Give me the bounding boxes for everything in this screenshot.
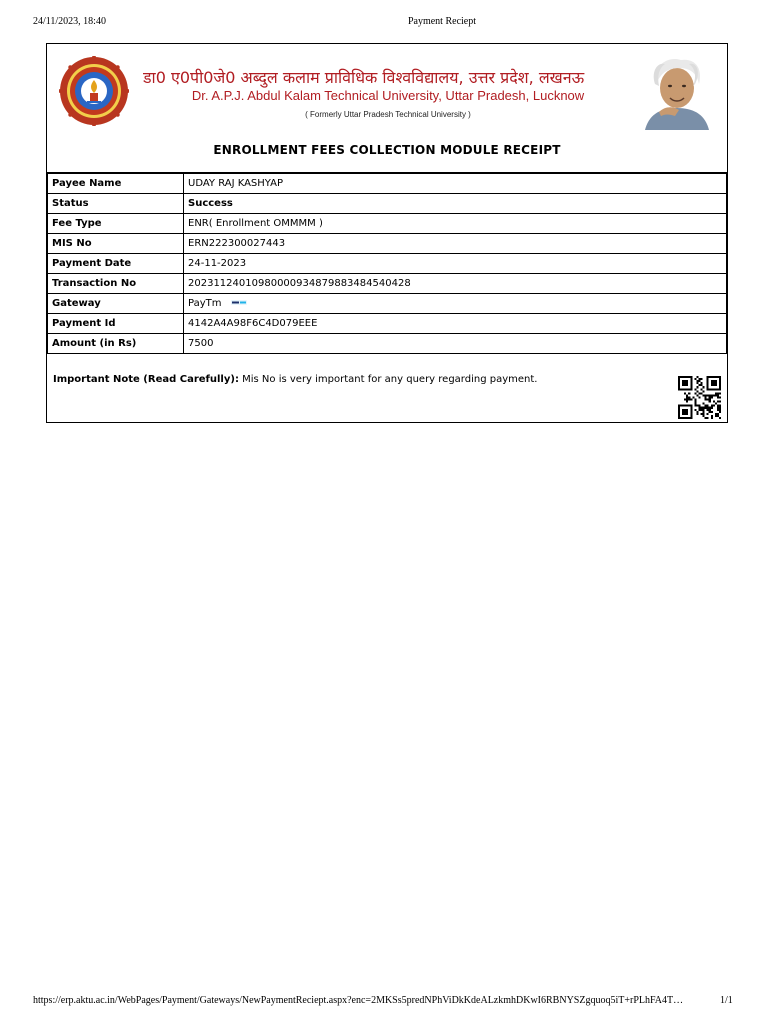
table-row (48, 333, 727, 353)
detail-label: Payment Id (48, 313, 184, 333)
note-text (53, 374, 653, 385)
table-row (48, 313, 727, 333)
detail-label: Payee Name (48, 173, 184, 193)
table-row (48, 253, 727, 273)
page-url: https://erp.aktu.ac.in/WebPages/Payment/Gateways/NewPaymentReciept.aspx?enc=2MKSs5predNPhViDkKdeALzkmhDKwI6RBNYSZgquoq5iT+rPLhFA4T… (33, 995, 684, 1006)
gateway-cell (184, 293, 727, 313)
receipt-header (47, 44, 727, 173)
amount-value: 7500 (184, 333, 727, 353)
university-name-english: Dr. A.P.J. Abdul Kalam Technical University, Uttar Pradesh, Lucknow (191, 88, 585, 103)
page-number: 1/1 (720, 995, 733, 1006)
table-row (48, 273, 727, 293)
table-row (48, 193, 727, 213)
status-value: Success (184, 193, 727, 213)
table-row (48, 173, 727, 193)
payment-date-value: 24-11-2023 (184, 253, 727, 273)
detail-label: MIS No (48, 233, 184, 253)
important-note (47, 370, 727, 422)
detail-label: Fee Type (48, 213, 184, 233)
table-row (48, 293, 727, 313)
qr-code-icon (678, 376, 721, 419)
university-name-hindi: डा0 ए0पी0जे0 अब्दुल कलाम प्राविधिक विश्वविद्यालय, उत्तर प्रदेश, लखनऊ (143, 68, 585, 87)
portrait-image (639, 54, 715, 130)
gateway-value: PayTm (188, 297, 222, 309)
payment-details-table (47, 172, 727, 354)
note-body: Mis No is very important for any query regarding payment. (242, 374, 538, 385)
detail-label: Status (48, 193, 184, 213)
mis-no-value: ERN222300027443 (184, 233, 727, 253)
print-header (0, 16, 768, 30)
paytm-logo-icon (231, 299, 247, 306)
note-label: Important Note (Read Carefully): (53, 374, 239, 385)
detail-label: Payment Date (48, 253, 184, 273)
university-seal-icon (59, 56, 129, 126)
print-datetime: 24/11/2023, 18:40 (33, 16, 106, 27)
print-title: Payment Reciept (407, 16, 477, 27)
detail-label: Transaction No (48, 273, 184, 293)
payee-name-value: UDAY RAJ KASHYAP (184, 173, 727, 193)
receipt-card (46, 43, 728, 423)
transaction-no-value: 20231124010980000934879883484540428 (184, 273, 727, 293)
detail-label: Amount (in Rs) (48, 333, 184, 353)
payment-id-value: 4142A4A98F6C4D079EEE (184, 313, 727, 333)
print-footer (0, 995, 768, 1009)
fee-type-value: ENR( Enrollment OMMMM ) (184, 213, 727, 233)
table-row (48, 233, 727, 253)
university-formerly: ( Formerly Uttar Pradesh Technical University ) (305, 110, 471, 119)
detail-label: Gateway (48, 293, 184, 313)
table-row (48, 213, 727, 233)
receipt-title: ENROLLMENT FEES COLLECTION MODULE RECEIPT (213, 143, 561, 157)
